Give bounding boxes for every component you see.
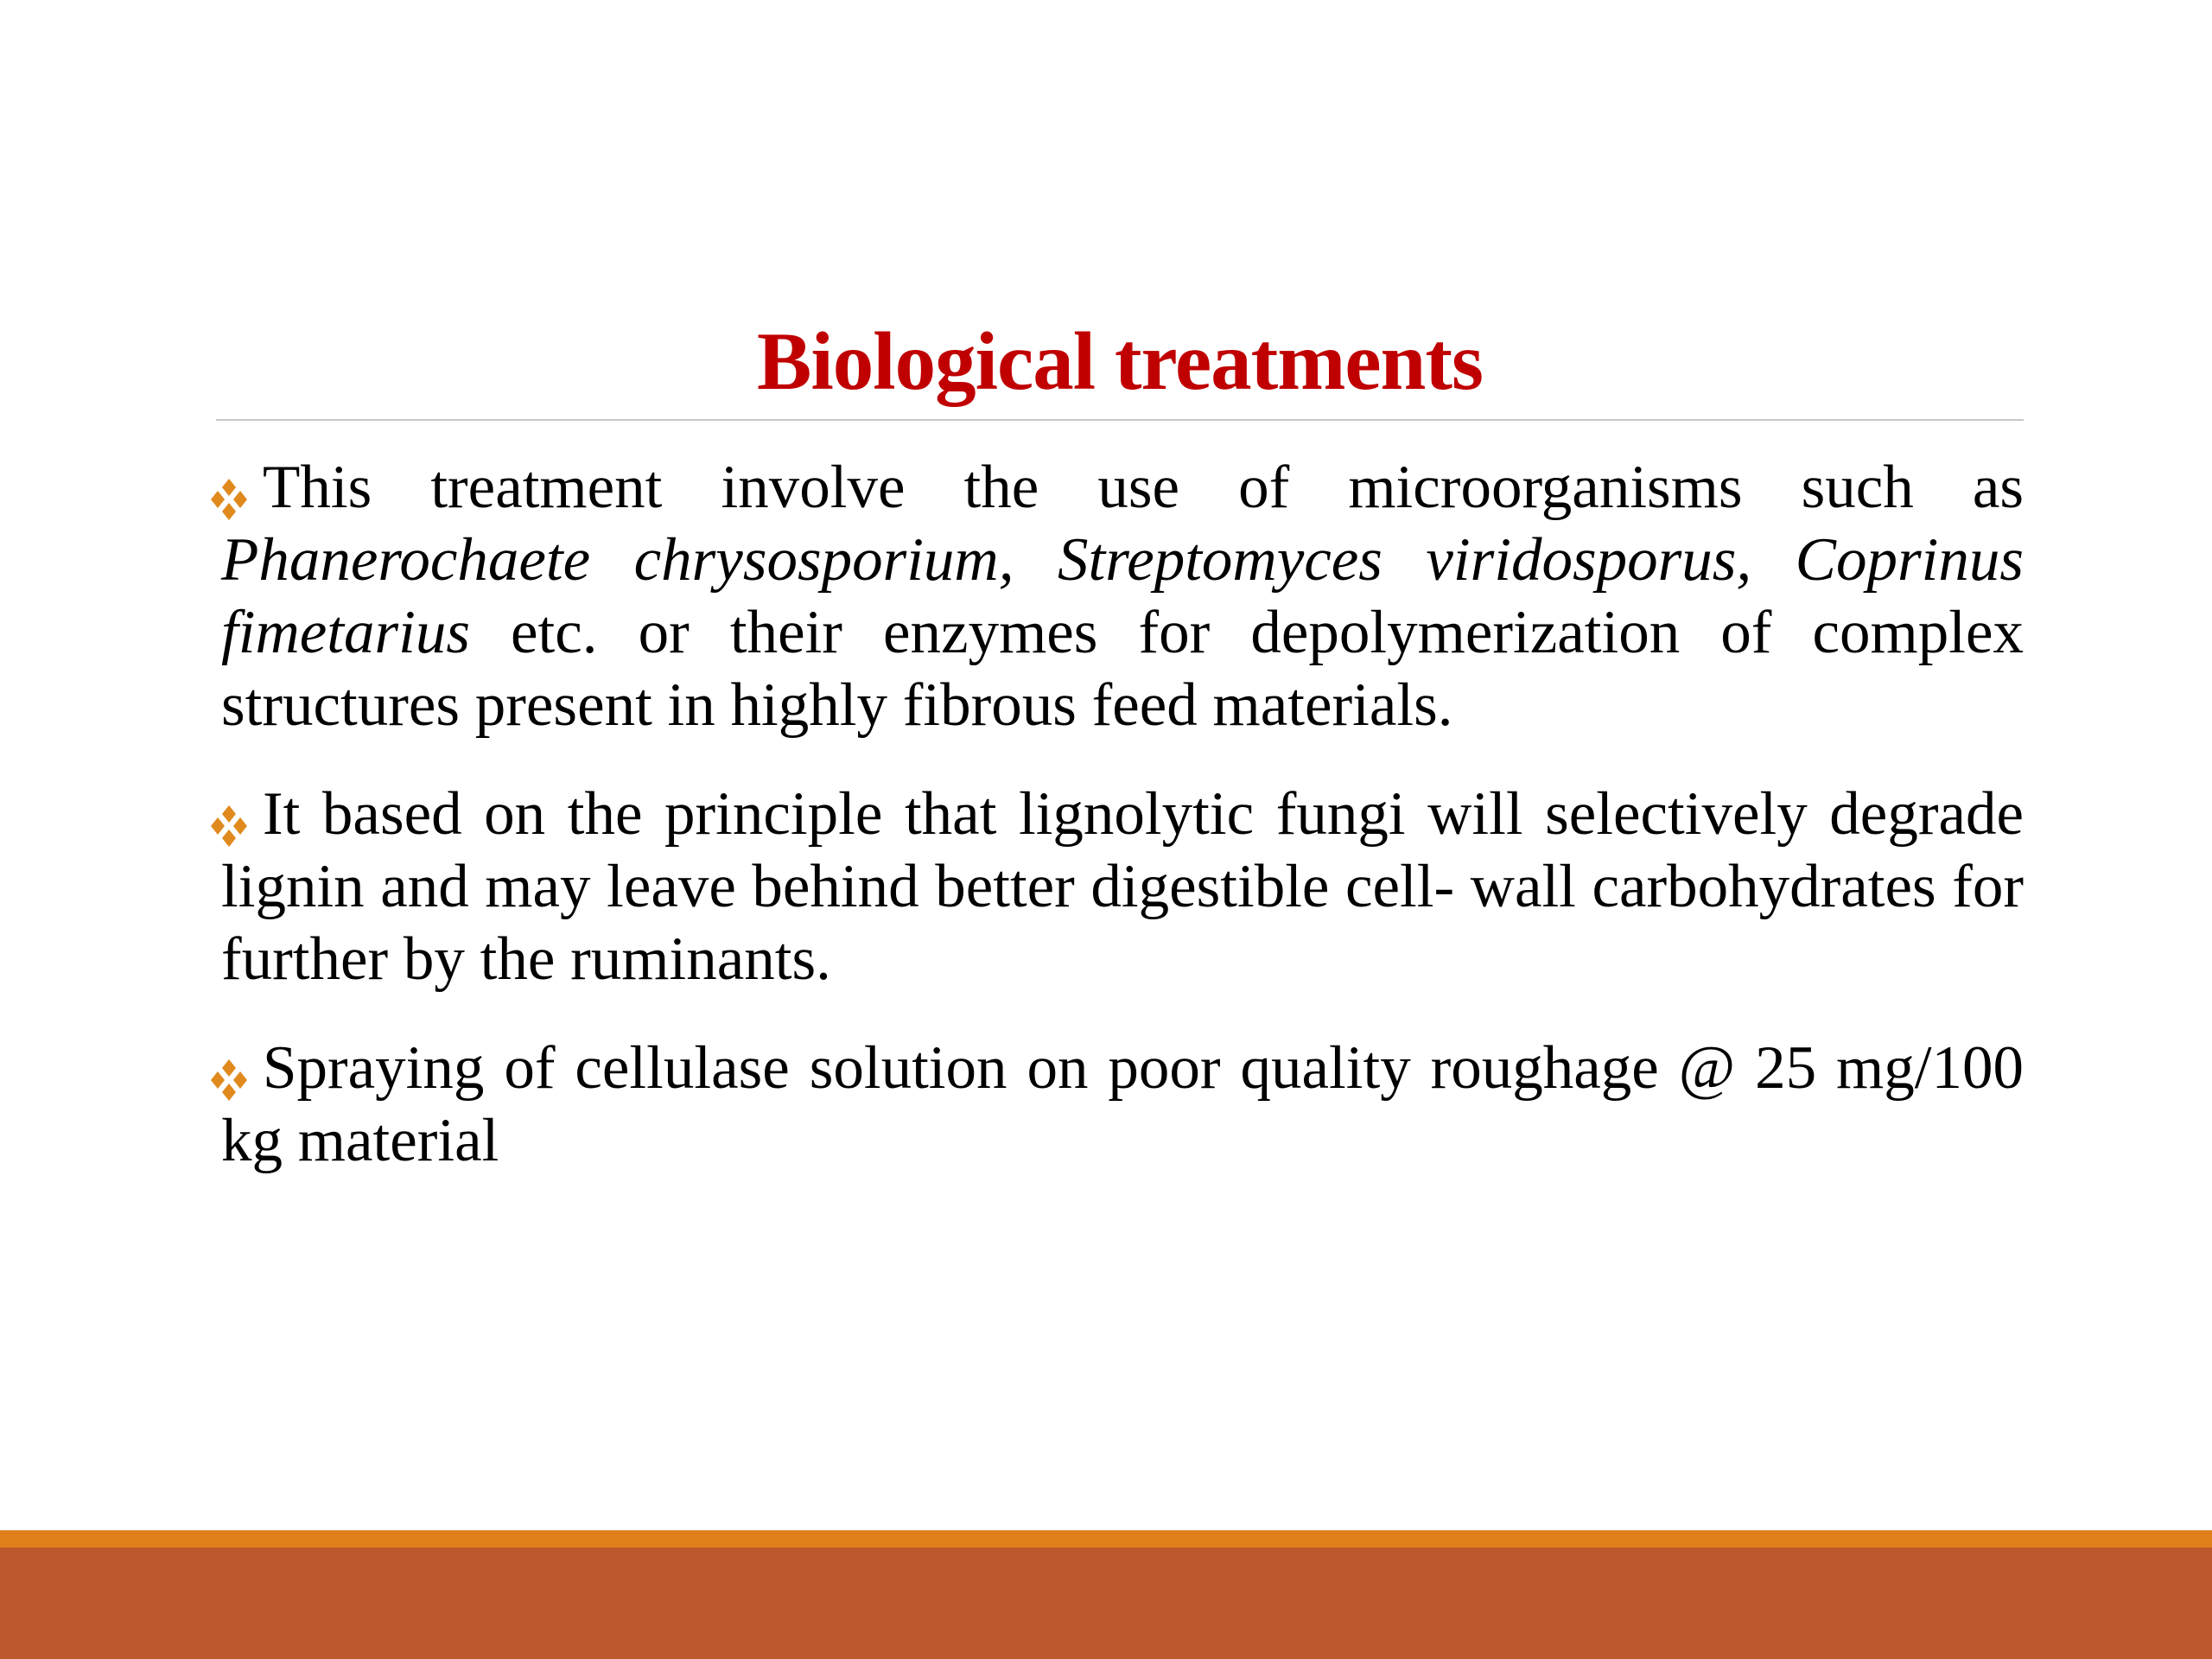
four-diamond-bullet-icon <box>204 1058 254 1103</box>
bullet-2-text: It based on the principle that lignolytic fungi will selectively degrade lignin and may leave behind better digestible cell- wall carbohydrates for further by the ruminants. <box>221 780 2024 993</box>
title-divider <box>216 419 2024 421</box>
four-diamond-bullet-icon <box>204 804 254 849</box>
bullet-1-species: Phanerochaete chrysosporium, Streptomyces viridosporus, Coprinus fimetarius <box>221 526 2024 666</box>
slide-title: Biological treatments <box>757 315 1483 407</box>
bullet-3-text: Spraying of cellulase solution on poor quality roughage @ 25 mg/100 kg material <box>221 1034 2024 1174</box>
bullet-1-text: This treatment involve the use of microorganisms such as <box>263 454 2024 521</box>
footer-accent-line <box>0 1530 2212 1548</box>
footer-bar <box>0 1548 2212 1659</box>
bullet-item-2 <box>204 778 2024 995</box>
bullet-item-1 <box>204 451 2024 741</box>
four-diamond-bullet-icon <box>204 477 254 522</box>
bullet-1-text-end: etc. or their enzymes for depolymerization of complex structures present in highly fibrous feed materials. <box>221 599 2024 739</box>
bullet-list <box>204 451 2024 1213</box>
bullet-item-3 <box>204 1032 2024 1177</box>
